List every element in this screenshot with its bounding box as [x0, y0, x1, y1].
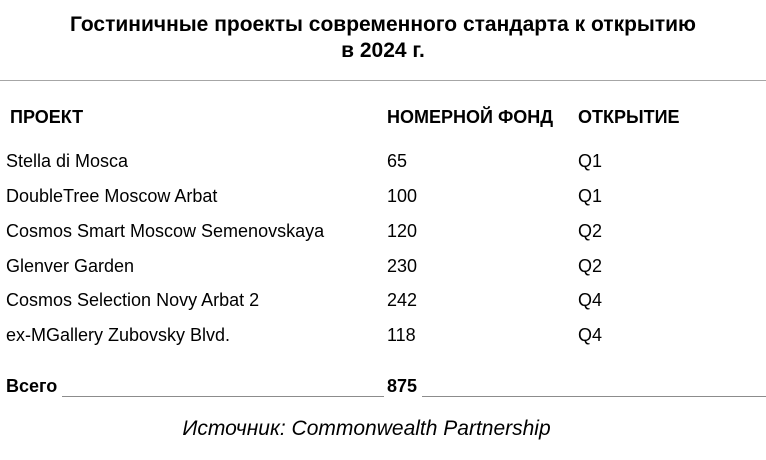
- room-count: 230: [387, 256, 418, 276]
- opening-quarter: Q1: [578, 151, 603, 171]
- table-row: [0, 220, 766, 250]
- table-row: [0, 150, 766, 180]
- opening-quarter: Q2: [578, 221, 603, 241]
- project-name: Stella di Mosca: [6, 151, 129, 171]
- table-row: [0, 185, 766, 215]
- project-name: Glenver Garden: [6, 256, 135, 276]
- page-title: [0, 12, 766, 64]
- room-count: 242: [387, 290, 418, 310]
- project-name: ex-MGallery Zubovsky Blvd.: [6, 325, 231, 345]
- opening-quarter: Q4: [578, 290, 603, 310]
- room-count: 100: [387, 186, 418, 206]
- table-row: [0, 255, 766, 285]
- opening-quarter: Q4: [578, 325, 603, 345]
- column-header-rooms: НОМЕРНОЙ ФОНД: [387, 107, 554, 127]
- header-divider: [0, 80, 766, 81]
- title-line-2: в 2024 г.: [341, 39, 425, 62]
- table-row: [0, 289, 766, 319]
- column-header-opening: ОТКРЫТИЕ: [578, 107, 680, 127]
- total-underline: [62, 396, 384, 397]
- total-underline: [422, 396, 766, 397]
- opening-quarter: Q2: [578, 256, 603, 276]
- source-note: Источник: Commonwealth Partnership: [182, 417, 551, 440]
- room-count: 120: [387, 221, 418, 241]
- project-name: DoubleTree Moscow Arbat: [6, 186, 218, 206]
- opening-quarter: Q1: [578, 186, 603, 206]
- project-name: Cosmos Selection Novy Arbat 2: [6, 290, 260, 310]
- total-row: [0, 375, 766, 405]
- title-line-1: Гостиничные проекты современного стандарта к открытию: [70, 13, 696, 36]
- project-name: Cosmos Smart Moscow Semenovskaya: [6, 221, 325, 241]
- total-rooms: 875: [387, 376, 418, 396]
- room-count: 65: [387, 151, 408, 171]
- total-label: Всего: [6, 376, 58, 396]
- table-row: [0, 324, 766, 354]
- column-header-project: ПРОЕКТ: [10, 107, 84, 127]
- room-count: 118: [387, 325, 416, 345]
